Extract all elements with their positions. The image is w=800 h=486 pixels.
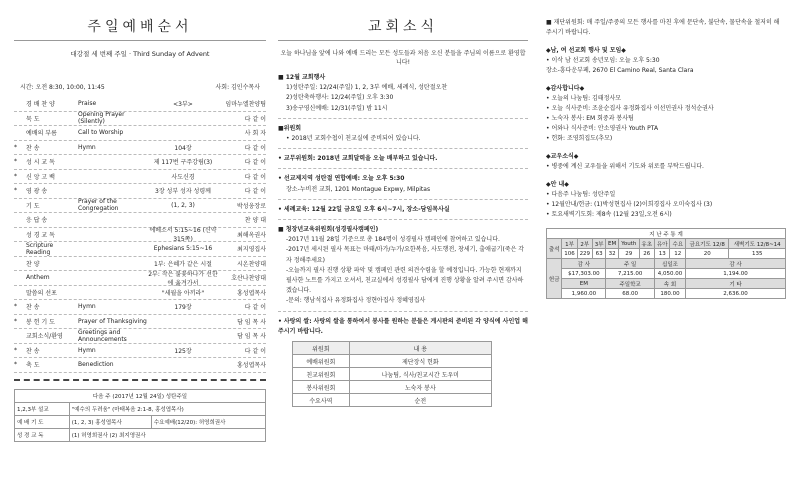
next-week-head: 다음 주 (2017년 12월 24일) 성탄주일: [15, 389, 266, 402]
divider: [278, 168, 528, 169]
order-c: 179장: [174, 304, 192, 312]
order-row: [14, 242, 266, 257]
cell: 1,194.00: [686, 269, 786, 279]
section-heading: ◆남, 여 선교회 행사 및 모임◆: [546, 47, 626, 54]
cell: 20: [686, 249, 729, 259]
order-n: 신 앙 고 백: [26, 173, 55, 181]
order-p: 다 같 이: [244, 304, 266, 312]
section-heading: ◆교우소식◆: [546, 153, 579, 160]
order-t: Opening Prayer (Silently): [78, 111, 125, 126]
order-c: 2부: 작은 불꽃하나가 선한에 옮겨가서: [148, 270, 218, 287]
cell: $17,303.00: [562, 269, 606, 279]
order-n: 말씀의 선포: [26, 289, 57, 297]
cell: 7,215.00: [606, 269, 655, 279]
cell: 예배위원회: [293, 355, 350, 368]
section-line: • 토요새벽기도회: 제8속 (12월 23일,오전 6시): [546, 211, 672, 218]
order-t: Praise: [78, 100, 97, 108]
order-row: [14, 155, 266, 170]
order-n: Anthem: [26, 274, 50, 282]
order-p: 최해옥권사: [237, 231, 266, 239]
section-heading: ◆감사합니다◆: [546, 85, 585, 92]
worship-order-column: [14, 0, 266, 486]
announcement-heading: • 선교제지역 성탄절 연합예배: 오늘 오후 5:30: [278, 175, 405, 183]
order-row: [14, 329, 266, 344]
welcome-message: 오늘 하나님을 앞에 나와 예배 드리는 모든 성도들과 처음 오신 분들을 주님의 이름으로 환영합니다!: [280, 50, 526, 66]
order-c: "세월을 아끼라": [161, 289, 205, 297]
service-time: 시간: 오전 8:30, 10:00, 11:45: [20, 84, 105, 91]
order-p: 담 임 목 사: [237, 318, 266, 326]
table-row: [15, 428, 266, 441]
order-t: Call to Worship: [78, 129, 124, 137]
order-t: Prayer of the Congregation: [78, 198, 119, 213]
order-p: 호산나찬양대: [231, 275, 266, 283]
cell: 3부: [592, 239, 605, 249]
cell: 63: [592, 249, 605, 259]
order-p: 다 같 이: [244, 144, 266, 152]
order-p: 다 같 이: [244, 159, 266, 167]
order-p: 홍성엽목사: [237, 289, 266, 297]
order-row: [14, 344, 266, 359]
order-p: 다 같 이: [244, 173, 266, 181]
order-row: [14, 184, 266, 199]
divider: [278, 199, 528, 200]
announcement-line: • 2018년 교회수첩이 친교실에 준비되어 있습니다.: [286, 135, 421, 143]
order-of-service: [14, 97, 266, 373]
order-c: 104장: [174, 144, 192, 152]
cell: 12: [670, 249, 686, 259]
order-n: 묵 도: [26, 115, 40, 123]
cell: 금요기도 12/8: [686, 239, 729, 249]
cell: 수요사역: [293, 394, 350, 407]
announcement-heading: ■ 12월 교회행사: [278, 74, 326, 81]
attendance-offering-table: [546, 228, 786, 299]
cell: 친교위원회: [293, 368, 350, 381]
cell: "예수의 두려움" (마태복음 2:1-8, 홍성엽목사): [69, 402, 265, 415]
section-line: • 오늘의 나눔팀: 김태정사모: [546, 95, 622, 102]
section-line: • 오늘 식사준비: 조윤순집사 유정화집사 이선민권사 정석순권사: [546, 105, 714, 112]
announcement-line: -문의: 행남석집사 유정화집사 정현아집사 정혜영집사: [286, 297, 426, 305]
order-t: Benediction: [78, 361, 114, 369]
announcement-line: -2017년 세시된 필사 목표는 마태/마가/누가/요한복음, 사도행전, 창세기, 출애굽기(죽은 각자 정해주세요): [286, 246, 525, 264]
order-row: [14, 199, 266, 214]
section-line: 장소-흥다운부페, 2670 El Camino Real, Santa Clara: [546, 67, 694, 74]
cell: 13: [654, 249, 670, 259]
cell: 주 일: [606, 259, 655, 269]
cell: EM: [606, 239, 619, 249]
cell: 성 경 교 독: [15, 428, 70, 441]
order-n: Scripture Reading: [26, 241, 54, 256]
order-c: 제 117번 구주강림(3): [153, 159, 213, 167]
announcement-list: [278, 73, 528, 337]
cell: 유아: [654, 239, 670, 249]
cell: 1부: [562, 239, 577, 249]
cell: 순전: [349, 394, 491, 407]
order-n: 경 배 찬 양: [26, 101, 55, 109]
cell: 봉사위원회: [293, 381, 350, 394]
notices-column: [546, 0, 786, 486]
order-p: 사 회 자: [244, 130, 266, 138]
cell: 새벽기도 12/8~14: [729, 239, 786, 249]
order-p: 홍성엽목사: [237, 362, 266, 370]
order-t: Greetings and Announcements: [78, 328, 127, 343]
title-rule: [14, 40, 266, 41]
announcements-column: [278, 0, 528, 486]
divider: [278, 118, 528, 119]
order-n: 성 시 교 독: [26, 159, 55, 167]
announcement-heading: • 교무위원회: 2018년 교회달력을 오늘 배부하고 있습니다.: [278, 155, 438, 163]
cell: 제단장식 헌화: [349, 355, 491, 368]
order-row: [14, 213, 266, 228]
order-row: [14, 358, 266, 373]
cell: 감 사: [686, 259, 786, 269]
cell: 십일조: [654, 259, 685, 269]
order-b: *: [14, 158, 17, 166]
order-n: 찬 송: [26, 144, 40, 152]
service-committee-table: [292, 341, 492, 407]
order-p: 최지영집사: [237, 246, 266, 254]
cell: 수요예배(12/20): 허영희권사: [151, 415, 265, 428]
order-n: 예배의 부름: [26, 130, 57, 138]
order-n: 봉 헌 기 도: [26, 318, 55, 326]
announcement-heading: ■위원회: [278, 124, 302, 132]
announcement-heading: • 세례교육: 12월 22일 금요일 오후 6시~7시, 장소-담임목사실: [278, 205, 450, 213]
order-c: (1, 2, 3): [171, 201, 195, 209]
order-p: 박성웅장로: [237, 202, 266, 210]
cell: 예 배 기 도: [15, 415, 70, 428]
order-row: [14, 271, 266, 286]
cell: (1, 2, 3) 홍성엽목사: [69, 415, 151, 428]
cell: 26: [639, 249, 654, 259]
order-t: Hymn: [78, 346, 96, 354]
section-line: • 병중에 계신 교우들을 위해서 기도와 위로를 부탁드립니다.: [546, 163, 704, 170]
order-p: 다 같 이: [244, 115, 266, 123]
cell: 유초: [639, 239, 654, 249]
order-t: Hymn: [78, 303, 96, 311]
order-row: [14, 257, 266, 272]
section-line: • 노숙자 봉사: EM 회중과 봉사팀: [546, 115, 634, 122]
section-heading: ◆안 내◆: [546, 181, 569, 188]
side-label: 출석: [547, 239, 562, 259]
order-row: [14, 286, 266, 301]
announcement-line: 3)송구영신예배: 12/31(주일) 밤 11시: [286, 104, 388, 112]
presider: 사회: 김인수목사: [215, 84, 260, 91]
cell: EM: [562, 279, 606, 289]
section-line: • 어와나 식사준비: 안소영권사 Youth PTA: [546, 125, 659, 132]
next-week-table: [14, 389, 266, 442]
cell: 68.00: [606, 289, 655, 299]
announcement-heading: ■ 청장년교육위원회(성경필사캠페인): [278, 226, 379, 234]
order-c: <3부>: [173, 101, 193, 109]
title-rule: [278, 40, 528, 41]
cell: 2,636.00: [686, 289, 786, 299]
order-c: 3장 성부 성자 성령께: [155, 188, 211, 196]
table-row: [293, 394, 492, 407]
order-p: 임마누엘찬양팀: [225, 101, 266, 109]
order-row: [14, 97, 266, 112]
order-b: *: [14, 361, 17, 369]
order-c: Ephesians 5:15~16: [153, 245, 213, 253]
cell: 4,050.00: [654, 269, 685, 279]
section-line: • 이삭 남 선교회 송년모임: 오늘 오후 5:30: [546, 57, 660, 64]
order-c: 사도신경: [171, 173, 195, 181]
order-c: 에베소서 5:15~16 (신약 315쪽): [149, 227, 217, 244]
cell: (1) 허영희권사 (2) 최지영권사: [69, 428, 265, 441]
subtitle: 대강절 세 번째 주일 · Third Sunday of Advent: [70, 50, 210, 58]
announcement-line: 장소-누비전 교회, 1201 Montague Expwy, Milpitas: [286, 185, 431, 193]
cell: 106: [562, 249, 577, 259]
table-row: [293, 368, 492, 381]
cell: 229: [577, 249, 592, 259]
cell: 29: [619, 249, 640, 259]
cell: 2부: [577, 239, 592, 249]
service-meta: [20, 82, 260, 91]
order-b: *: [14, 346, 17, 354]
divider: [278, 148, 528, 149]
order-p: 찬 양 대: [244, 217, 266, 225]
order-t: Hymn: [78, 143, 96, 151]
order-n: 응 답 송: [26, 217, 48, 225]
order-row: [14, 315, 266, 330]
cell: 32: [606, 249, 619, 259]
order-row: [14, 126, 266, 141]
order-b: *: [14, 303, 17, 311]
order-t: Prayer of Thanksgiving: [78, 317, 147, 325]
table-row: [15, 415, 266, 428]
order-row: [14, 170, 266, 185]
cell: 1,960.00: [562, 289, 606, 299]
order-c: 1부: 은혜가 같은 시절: [154, 260, 212, 268]
order-b: *: [14, 317, 17, 325]
notice-sections: [546, 46, 786, 220]
order-b: *: [14, 143, 17, 151]
section-line: • 헌화: 조영희집도(추모): [546, 135, 613, 142]
cell: 주일학교: [606, 279, 655, 289]
cell: 180.00: [654, 289, 685, 299]
announcement-line: -오늘까지 필사 진행 상황 파악 및 캠페인 관련 의견수렴을 할 예정입니다. 가능한 현재까지 필사한 노트를 가지고 오셔서, 친교실에서 성경필사 담에게 진행 상황을 알려 주시면 감사하겠습니다.: [286, 266, 524, 295]
order-p: 다 같 이: [244, 188, 266, 196]
cell: 감 사: [562, 259, 606, 269]
order-row: [14, 112, 266, 127]
cell: 1,2,3부 설교: [15, 402, 70, 415]
order-n: 교회소식/환영: [26, 333, 63, 341]
announcement-line: -2017년 11월 28일 기준으로 총 184명이 성경필사 캠페인에 참여하고 있습니다.: [286, 236, 500, 244]
facility-notice: ■ 재단위원회: 매 주일/주중의 모든 행사를 마친 후에 문단속, 불단속, 물단속을 철저히 해 주시기 바랍니다.: [546, 19, 780, 36]
cell: 수요: [670, 239, 686, 249]
cell: 속 회: [654, 279, 685, 289]
order-b: *: [14, 187, 17, 195]
order-row: [14, 228, 266, 243]
order-row: [14, 300, 266, 315]
order-n: 영 광 송: [26, 188, 48, 196]
cell: 기 타: [686, 279, 786, 289]
table-row: [293, 381, 492, 394]
header-cell: 위원회: [293, 342, 350, 355]
cell: 135: [729, 249, 786, 259]
stats-title: 지 난 주 통 계: [547, 229, 786, 239]
cell: Youth: [619, 239, 640, 249]
table-row: [15, 402, 266, 415]
header-cell: 내 용: [349, 342, 491, 355]
cell: 나눔팀, 식사/친교시간 도우미: [349, 368, 491, 381]
cell: 노숙자 봉사: [349, 381, 491, 394]
order-p: 시온찬양대: [237, 260, 266, 268]
order-row: [14, 141, 266, 156]
divider: [278, 219, 528, 220]
order-n: 찬 양: [26, 260, 40, 268]
order-n: 성 경 교 독: [26, 231, 55, 239]
announcements-title: 교회소식: [367, 19, 439, 35]
dashed-divider: [14, 379, 266, 381]
announcement-line: 1)성탄주일: 12/24(주일) 1, 2, 3부 예배, 세례식, 성탄절오찬: [286, 84, 448, 92]
section-line: • 12월안내/헌금: (1)박성현집사 (2)이희경집사 오미숙집사 (3): [546, 201, 713, 208]
table-row: [293, 355, 492, 368]
order-n: 찬 송: [26, 304, 40, 312]
announcement-line: 2)성탄축하행사: 12/24(주일) 오후 3:30: [286, 94, 394, 102]
order-b: *: [14, 172, 17, 180]
order-p: 담 임 목 사: [237, 333, 266, 341]
side-label: 헌금: [547, 259, 562, 299]
announcement-heading: • 사랑의 쌀: 사랑의 쌀을 통하여서 봉사를 원하는 분들은 게시판의 준비된 각 양식에 사인업 해 주시기 바랍니다.: [278, 317, 528, 335]
order-p: 다 같 이: [244, 347, 266, 355]
order-n: 기 도: [26, 202, 40, 210]
divider: [278, 311, 528, 312]
order-n: 축 도: [26, 362, 40, 370]
order-n: 찬 송: [26, 347, 40, 355]
page-title: 주일예배순서: [87, 19, 193, 35]
order-c: 125장: [174, 347, 192, 355]
section-line: • 다음주 나눔팀: 성탄주일: [546, 191, 616, 198]
